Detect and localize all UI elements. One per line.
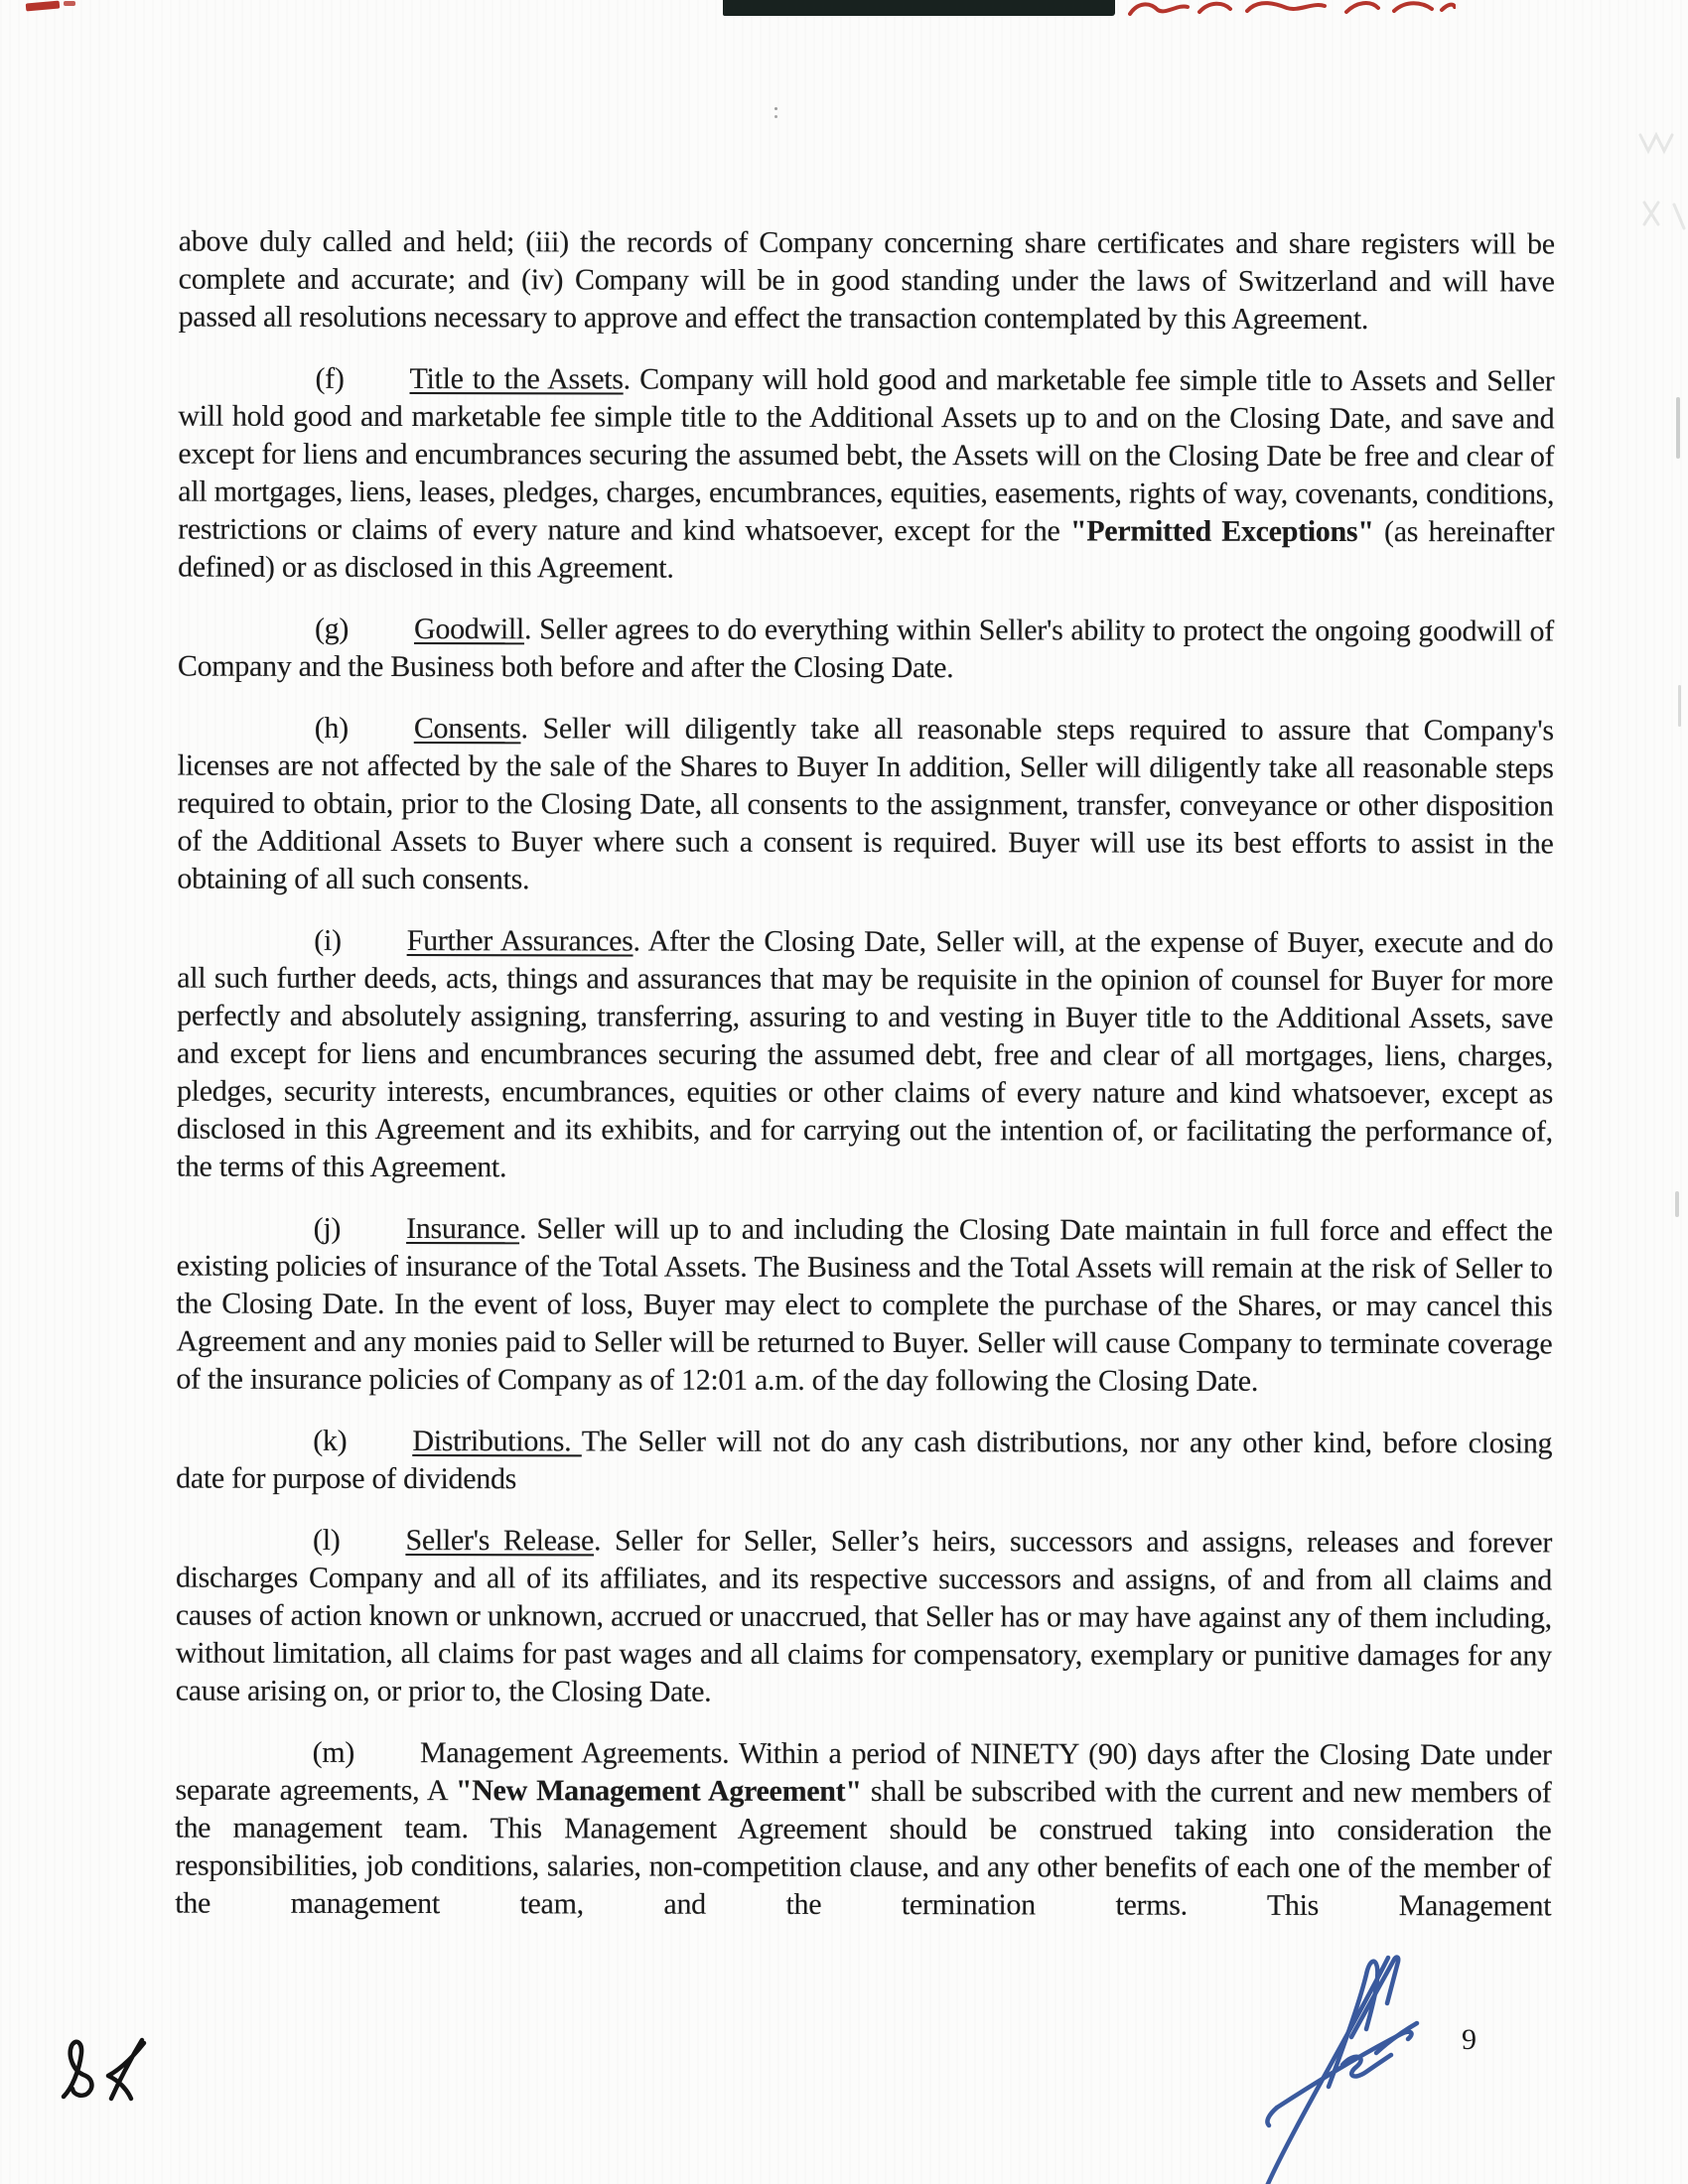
section-label: (m) — [312, 1735, 355, 1769]
body-text: Seller will diligently take all reasonable steps required to assure that Company's licenses are not affected by the sale of the Shares to Buyer In addition, Seller will diligently take all reasonable steps required to obtain, prior to the Closing Date, all consents to the assignment, transfer, conveyance or other disposition of the Additional Assets to Buyer where such a consent is required. Buyer will use its best efforts to assist in the obtaining of all such consents. — [177, 712, 1554, 896]
section-heading: Title to the Assets — [409, 362, 624, 396]
body-text: shall be subscribed with the current and new members of the management team. This Management Agreement should be construed taking into consideration the responsibilities, job conditions, salaries, non-competition clause, and any other benefits of each one of the member of the management team, and the termination terms. This Management — [175, 1774, 1552, 1923]
section-label: (f) — [315, 361, 345, 395]
section-label: (l) — [313, 1523, 341, 1557]
section-label: (h) — [314, 711, 349, 745]
body-text: Within a period of NINETY (90) days after the Closing Date under separate agreements, A — [175, 1736, 1552, 1808]
section-label: (g) — [314, 612, 350, 645]
section-heading: Management Agreements — [419, 1736, 723, 1770]
contract-paragraph-k — [176, 1423, 1552, 1501]
contract-paragraph-g: (g) Goodwill. Seller agrees to do everything within Seller's ability to protect the ongoing goodwill of Company and the Business both before and after the Closing Date. — [177, 612, 1554, 685]
body-text: Company will hold good and marketable fee simple title to Assets and Seller will hold good and marketable fee simple title to the Additional Assets up to and on the Closing Date, and save and except for liens and encumbrances securing the assumed bebt, the Assets will on the Closing Date be free and clear of all mortgages, liens, leases, pledges, charges, encumbrances, equities, easements, rights of way, covenants, conditions, restrictions or claims of every nature and kind whatsoever, except for the — [178, 362, 1555, 548]
contract-paragraph-f: (f) Title to the Assets. Company will hold good and marketable fee simple title to Assets and Seller will hold good and marketable fee simple title to the Additional Assets up to and on the Closing Date, and save and except for liens and encumbrances securing the assumed bebt, the Assets will on the Closing Date be free and clear of all mortgages, liens, leases, pledges, charges, encumbrances, equities, easements, rights of way, covenants, conditions, restrictions or claims of every nature and kind whatsoever, except for the "Permitted Exceptions" (as hereinafter defined) or as disclosed in this Agreement. — [178, 361, 1555, 585]
scan-artifact-gray-streak — [1676, 397, 1680, 459]
section-heading: Further Assurances — [406, 924, 633, 958]
scan-artifact-red-mark — [26, 1, 61, 12]
document-body — [175, 223, 1555, 1950]
section-heading: Seller's Release — [405, 1524, 595, 1558]
scan-artifact-gray-streak — [1675, 1191, 1679, 1217]
section-heading: Insurance — [406, 1212, 520, 1246]
body-text: Seller will up to and including the Closing Date maintain in full force and effect the existing policies of insurance of the Total Assets. The Business and the Total Assets will remain at the risk of Seller to the Closing Date. In the event of loss, Buyer may elect to complete the purchase of the Shares, or may cancel this Agreement and any monies paid to Seller will be returned to Buyer. Seller will cause Company to terminate coverage of the insurance policies of Company as of 12:01 a.m. of the day following the Closing Date. — [176, 1212, 1553, 1398]
bold-term: "Permitted Exceptions" — [1069, 514, 1374, 549]
scan-artifact-speck — [774, 107, 777, 110]
contract-paragraph-h: (h) Consents. Seller will diligently take all reasonable steps required to assure that Company's licenses are not affected by the sale of the Shares to Buyer In addition, Seller will diligently take all reasonable steps required to obtain, prior to the Closing Date, all consents to the assignment, transfer, conveyance or other disposition of the Additional Assets to Buyer where such a consent is required. Buyer will use its best efforts to assist in the obtaining of all such consents. — [177, 711, 1554, 896]
section-heading: Consents — [413, 712, 521, 746]
body-text: (as hereinafter defined) or as disclosed in this Agreement. — [178, 515, 1555, 585]
contract-paragraph-intro — [179, 223, 1555, 340]
section-label: (j) — [313, 1211, 342, 1245]
scan-artifact-dark-band — [723, 0, 1115, 16]
handwritten-initials-rk — [58, 2033, 177, 2113]
scan-artifact-gray-streak — [1678, 685, 1681, 727]
body-text: The Seller will not do any cash distributions, nor any other kind, before closing date for purpose of dividends — [176, 1425, 1553, 1496]
scan-artifact-red-squiggle — [1128, 0, 1456, 16]
scan-artifact-red-mark-small — [64, 1, 75, 6]
signature-scribble — [1259, 1942, 1502, 2184]
body-text: Seller agrees to do everything within Seller's ability to protect the ongoing goodwill of Company and the Business both before and after the Closing Date. — [177, 613, 1554, 685]
section-label: (i) — [314, 923, 342, 957]
body-text: above duly called and held; (iii) the records of Company concerning share certificates and share registers will be complete and accurate; and (iv) Company will be in good standing under the laws of Switzerland and will have passed all resolutions necessary to approve and effect the transaction contemplated by this Agreement. — [178, 224, 1555, 337]
contract-paragraph-l: (l) Seller's Release. Seller for Seller, Seller’s heirs, successors and assigns, releases and forever discharges Company and all of its affiliates, and its respective successors and assigns, of and from all claims and causes of action known or unknown, accrued or unaccrued, that Seller has or may have against any of them including, without limitation, all claims for past wages and all claims for compensatory, exemplary or punitive damages for any cause arising on, or prior to, the Closing Date. — [175, 1523, 1553, 1708]
section-heading: Distributions. — [412, 1425, 582, 1458]
scan-artifact-gray-scribble — [1634, 125, 1688, 244]
body-text: Seller for Seller, Seller’s heirs, successors and assigns, releases and forever discharges Company and all of its affiliates, and its respective successors and assigns, of and from all claims and causes of action known or unknown, accrued or unaccrued, that Seller has or may have against any of them including, without limitation, all claims for past wages and all claims for compensatory, exemplary or punitive damages for any cause arising on, or prior to, the Closing Date. — [175, 1524, 1553, 1708]
contract-paragraph-m: (m) Management Agreements. Within a period of NINETY (90) days after the Closing Date under separate agreements, A "New Management Agreement" shall be subscribed with the current and new members of the management team. This Management Agreement should be construed taking into consideration the responsibilities, job conditions, salaries, non-competition clause, and any other benefits of each one of the member of the management team, and the termination terms. This Management — [175, 1735, 1552, 1923]
section-heading: Goodwill — [414, 613, 525, 646]
body-text: After the Closing Date, Seller will, at the expense of Buyer, execute and do all such further deeds, acts, things and assurances that may be requisite in the opinion of counsel for Buyer for more perfectly and absolutely assigning, transferring, assuring to and vesting in Buyer title to the Additional Assets, save and except for liens and encumbrances securing the assumed debt, free and clear of all mortgages, liens, charges, pledges, security interests, encumbrances, equities or other claims of every nature and kind whatsoever, except as disclosed in this Agreement and its exhibits, and for carrying out the intention of, or facilitating the performance of, the terms of this Agreement. — [176, 924, 1554, 1184]
contract-paragraph-j: (j) Insurance. Seller will up to and including the Closing Date maintain in full force and effect the existing policies of insurance of the Total Assets. The Business and the Total Assets will remain at the risk of Seller to the Closing Date. In the event of loss, Buyer may elect to complete the purchase of the Shares, or may cancel this Agreement and any monies paid to Seller will be returned to Buyer. Seller will cause Company to terminate coverage of the insurance policies of Company as of 12:01 a.m. of the day following the Closing Date. — [176, 1211, 1553, 1398]
page-number: 9 — [1462, 2023, 1477, 2056]
contract-paragraph-i: (i) Further Assurances. After the Closing Date, Seller will, at the expense of Buyer, execute and do all such further deeds, acts, things and assurances that may be requisite in the opinion of counsel for Buyer for more perfectly and absolutely assigning, transferring, assuring to and vesting in Buyer title to the Additional Assets, save and except for liens and encumbrances securing the assumed debt, free and clear of all mortgages, liens, charges, pledges, security interests, encumbrances, equities or other claims of every nature and kind whatsoever, except as disclosed in this Agreement and its exhibits, and for carrying out the intention of, or facilitating the performance of, the terms of this Agreement. — [176, 923, 1554, 1184]
bold-term: "New Management Agreement" — [455, 1774, 862, 1808]
section-label: (k) — [313, 1424, 348, 1457]
